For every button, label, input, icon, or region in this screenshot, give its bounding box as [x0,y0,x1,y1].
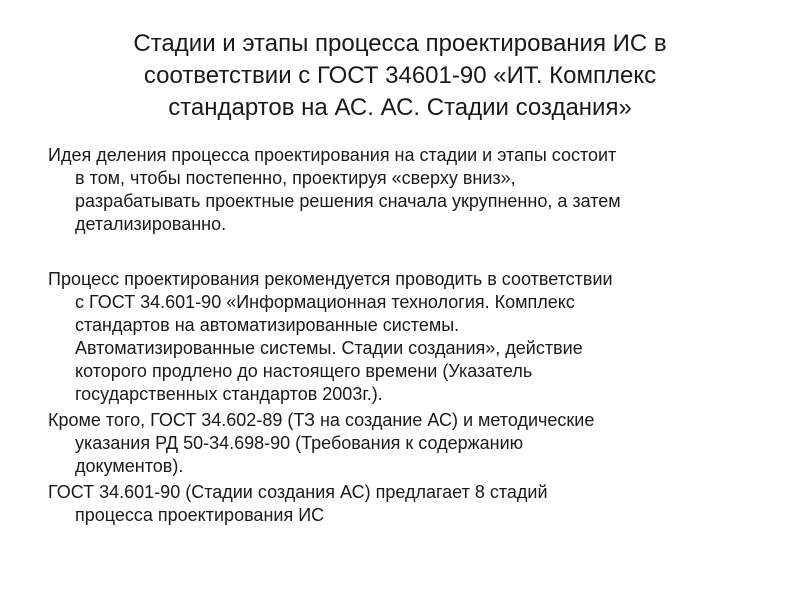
paragraph-line: Идея деления процесса проектирования на стадии и этапы состоит [48,145,617,165]
paragraph-stage-idea [48,144,768,236]
slide-title [60,28,740,124]
paragraph-design-process [48,268,768,406]
paragraph-line: в том, чтобы постепенно, проектируя «сверху вниз», [75,168,516,188]
paragraph-eight-stages [48,481,768,527]
paragraph-line: государственных стандартов 2003г.). [75,384,383,404]
paragraph-line: ГОСТ 34.601-90 (Стадии создания АС) предлагает 8 стадий [48,482,548,502]
paragraph-line: Кроме того, ГОСТ 34.602-89 (ТЗ на создание АС) и методические [48,410,595,430]
slide-body [48,144,768,527]
paragraph-line: процесса проектирования ИС [75,505,325,525]
title-line: соответствии с ГОСТ 34601-90 «ИТ. Комплекс [143,62,657,89]
paragraph-line: с ГОСТ 34.601-90 «Информационная технология. Комплекс [75,292,575,312]
title-line: стандартов на АС. АС. Стадии создания» [168,94,632,121]
paragraph-line: которого продлено до настоящего времени (Указатель [75,361,533,381]
paragraph-line: детализированно. [75,214,227,234]
paragraph-line: разрабатывать проектные решения сначала укрупненно, а затем [75,191,621,211]
paragraph-line: документов). [75,456,184,476]
paragraph-line: указания РД 50-34.698-90 (Требования к содержанию [75,433,524,453]
paragraph-line: стандартов на автоматизированные системы. [75,315,460,335]
title-line: Стадии и этапы процесса проектирования ИС в [133,30,667,57]
paragraph-line: Автоматизированные системы. Стадии создания», действие [75,338,583,358]
paragraph-line: Процесс проектирования рекомендуется проводить в соответствии [48,269,613,289]
paragraph-additional-standards [48,409,768,478]
